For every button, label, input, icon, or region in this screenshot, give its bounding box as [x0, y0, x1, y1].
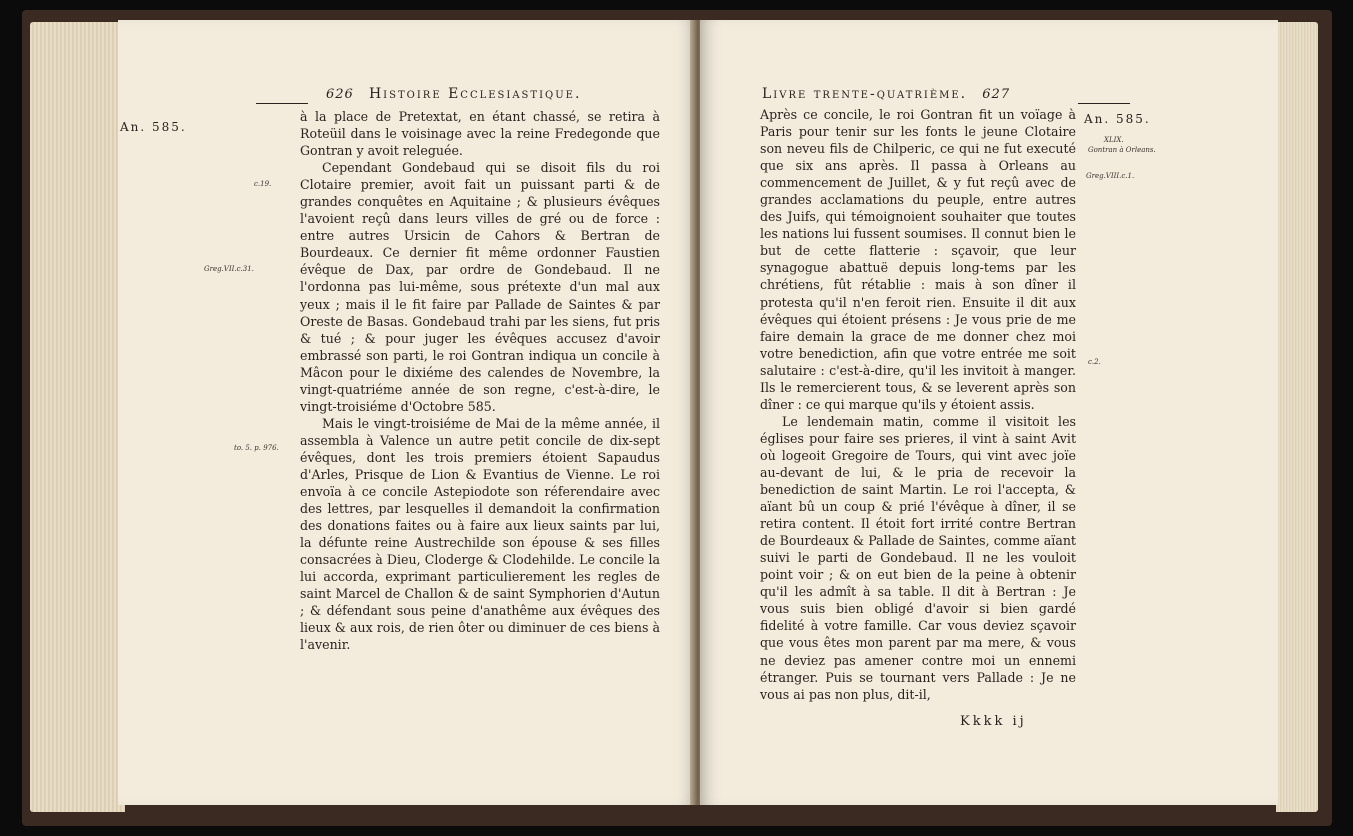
right-year-label: An. 585. — [1084, 112, 1151, 126]
right-page-text — [760, 106, 1076, 703]
page-edges-left — [30, 22, 125, 812]
left-year-label: An. 585. — [120, 120, 187, 134]
left-margin-note-2: Greg.VII.c.31. — [204, 265, 254, 273]
right-margin-note-1: XLIX. — [1104, 136, 1124, 144]
right-page — [700, 20, 1278, 805]
right-running-head: Livre trente-quatrième. — [762, 86, 968, 102]
left-running-head: Histoire Ecclesiastique. — [368, 86, 582, 102]
left-margin-note-1: c.19. — [254, 180, 272, 188]
left-paragraph-1: à la place de Pretextat, en étant chassé, se retira à Roteüil dans le voisinage avec la reine Fredegonde que Gontran y avoit releguée. — [300, 109, 660, 159]
page-edges-right — [1276, 22, 1318, 812]
right-page-header — [762, 86, 1020, 102]
left-paragraph-2: Cependant Gondebaud qui se disoit fils du roi Clotaire premier, avoit fait un puissant parti & de grandes conquêtes en Aquitaine ; & plusieurs évêques l'avoient reçû dans leurs villes de gré ou de force : entre autres Ursicin de Cahors & Bertran de Bourdeaux. Ce dernier fit même ordonner Faustien évêque de Dax, par ordre de Gondebaud. Il ne l'ordonna pas lui-même, sous prétexte d'un mal aux yeux ; mais il le fit faire par Pallade de Saintes & par Oreste de Basas. Gondebaud trahi par les siens, fut pris & tué ; & pour juger les évêques accusez d'avoir embrassé son parti, le roi Gontran indiqua un concile à Mâcon pour le dixiéme des calendes de Novembre, la vingt-quatriéme année de son regne, c'est-à-dire, le vingt-troisiéme d'Octobre 585. — [300, 160, 660, 414]
left-page — [118, 20, 697, 805]
left-margin-note-3: to. 5. p. 976. — [234, 444, 279, 452]
right-margin-note-2: Gontran à Orleans. — [1088, 146, 1156, 154]
year-rule — [256, 103, 308, 104]
right-margin-note-3: Greg.VIII.c.1. — [1086, 172, 1135, 180]
right-margin-note-4: c.2. — [1088, 358, 1101, 366]
right-paragraph-1: Après ce concile, le roi Gontran fit un voïage à Paris pour tenir sur les fonts le jeune Clotaire son neveu fils de Chilperic, ce qui ne fut executé que six ans après. Il passa à Orleans au commencement de Juillet, & y fut reçû avec de grandes acclamations du peuple, entre autres des Juifs, qui témoignoient souhaiter que toutes les nations lui fussent soumises. Il connut bien le but de cette flatterie : sçavoir, que leur synagogue abattuë depuis long-tems par les chrétiens, fût rétablie : mais à son dîner il protesta qu'il n'en feroit rien. Ensuite il dit aux évêques qui étoient présens : Je vous prie de me faire demain la grace de me donner chez moi votre benediction, afin que votre entrée me soit salutaire : c'est-à-dire, qu'il les invitoit à manger. Ils le remercierent tous, & se leverent après son dîner : ce qui marque qu'ils y étoient assis. — [760, 107, 1076, 412]
signature-mark: Kkkk ij — [960, 714, 1027, 729]
right-paragraph-2: Le lendemain matin, comme il visitoit les églises pour faire ses prieres, il vint à saint Avit où logeoit Gregoire de Tours, qui vint avec joïe au-devant de lui, & le pria de recevoir la benediction de saint Martin. Le roi l'accepta, & aïant bû un coup & prié l'évêque à dîner, il se retira content. Il étoit fort irrité contre Bertran de Bourdeaux & Pallade de Saintes, comme aïant suivi le parti de Gondebaud. Il ne les vouloit point voir ; & on eut bien de la peine à obtenir qu'il les admît à sa table. Il dit à Bertran : Je vous suis bien obligé d'avoir si bien gardé fidelité à votre famille. Car vous deviez sçavoir que vous êtes mon parent par ma mere, & vous ne deviez pas amener contre moi un ennemi étranger. Puis se tournant vers Pallade : Je ne vous ai pas non plus, dit-il, — [760, 413, 1076, 702]
left-page-header — [326, 86, 581, 102]
right-year-rule — [1078, 103, 1130, 104]
left-page-text — [300, 108, 660, 654]
left-paragraph-3: Mais le vingt-troisiéme de Mai de la même année, il assembla à Valence un autre petit concile de dix-sept évêques, dont les trois premiers étoient Sapaudus d'Arles, Prisque de Lion & Evantius de Vienne. Le roi envoïa à ce concile Astepiodote son réferendaire avec des lettres, par lesquelles il demandoit la confirmation des donations faites ou à faire aux lieux saints par lui, la défunte reine Austrechilde son épouse & ses filles consacrées à Dieu, Cloderge & Clodehilde. Le concile la lui accorda, exprimant particulierement les regles de saint Marcel de Challon & de saint Symphorien d'Autun ; & défendant sous peine d'anathême aux évêques des lieux & aux rois, de rien ôter ou diminuer de ces biens à l'avenir. — [300, 415, 660, 653]
right-page-number: 627 — [982, 87, 1011, 102]
left-page-number: 626 — [326, 87, 354, 102]
